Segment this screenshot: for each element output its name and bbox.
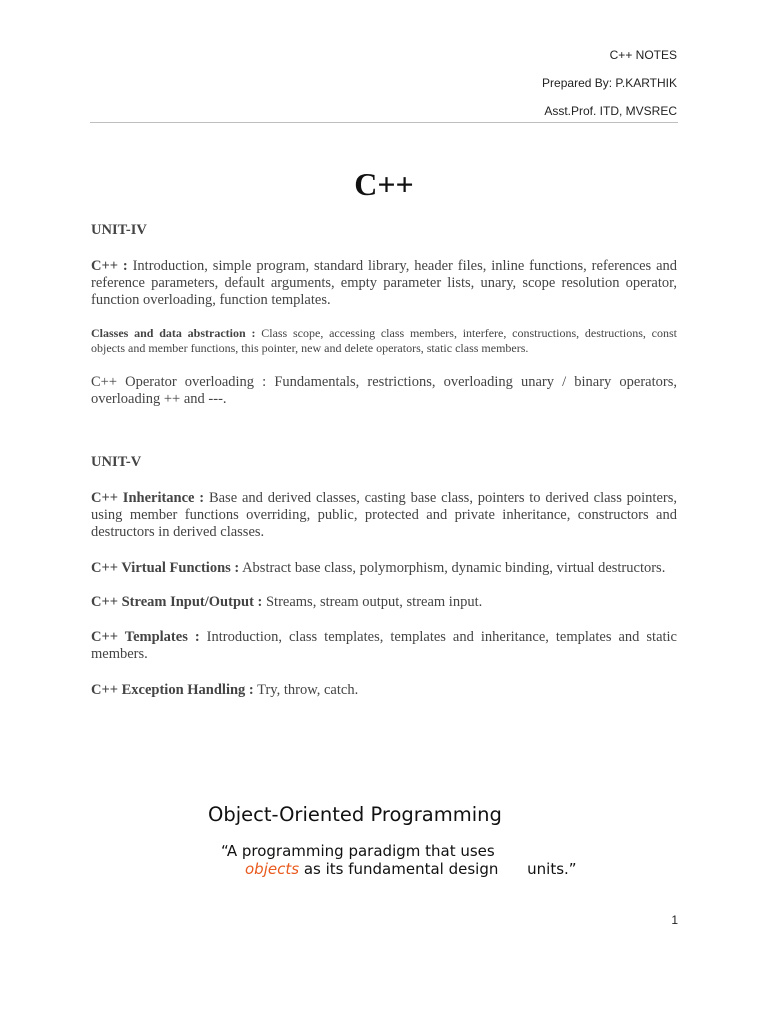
paragraph-label: C++ Stream Input/Output : xyxy=(91,594,263,610)
paragraph-text: Try, throw, catch. xyxy=(253,682,359,698)
header-divider xyxy=(90,122,678,123)
unit-v-exception-paragraph xyxy=(91,682,677,699)
unit-v-heading: UNIT-V xyxy=(91,454,142,470)
paragraph-label: C++ Templates : xyxy=(91,629,200,645)
paragraph-label: Classes and data abstraction : xyxy=(91,326,256,340)
oop-quote xyxy=(221,842,577,878)
unit-iv-classes-paragraph xyxy=(91,326,677,356)
unit-v-virtual-paragraph xyxy=(91,560,677,577)
header-affiliation: Asst.Prof. ITD, MVSREC xyxy=(544,104,677,118)
paragraph-text: Base and derived classes, casting base class, pointers to derived class pointers, using member functions overriding, public, protected and private inheritance, constructors and destructors in derived classes. xyxy=(91,490,677,540)
oop-definition-image xyxy=(207,800,577,900)
unit-iv-heading: UNIT-IV xyxy=(91,222,147,238)
paragraph-label: C++ Virtual Functions : xyxy=(91,560,240,576)
paragraph-label: C++ : xyxy=(91,258,128,274)
unit-iv-intro-paragraph xyxy=(91,258,677,309)
page-number: 1 xyxy=(671,913,678,927)
header-prepared-by: Prepared By: P.KARTHIK xyxy=(542,76,677,90)
quote-line: “A programming paradigm that uses xyxy=(221,842,495,860)
quote-line xyxy=(221,860,498,878)
header-course-title: C++ NOTES xyxy=(609,48,677,62)
quote-line: units.” xyxy=(527,860,577,878)
paragraph-text: C++ Operator overloading : Fundamentals, restrictions, overloading unary / binary operators, overloading ++ and ---. xyxy=(91,374,677,407)
unit-v-stream-paragraph xyxy=(91,594,677,611)
page-title: C++ xyxy=(354,166,414,202)
quote-highlight: objects xyxy=(245,860,300,878)
paragraph-label: C++ Exception Handling : xyxy=(91,682,254,698)
unit-iv-operator-paragraph xyxy=(91,374,677,408)
unit-v-templates-paragraph xyxy=(91,629,677,663)
paragraph-text: Introduction, simple program, standard library, header files, inline functions, references and reference parameters, default arguments, empty parameter lists, unary, scope resolution operator, function overloading, function templates. xyxy=(91,258,678,308)
unit-v-inheritance-paragraph xyxy=(91,490,677,541)
paragraph-text: Introduction, class templates, templates and inheritance, templates and static members. xyxy=(91,629,677,662)
oop-title: Object-Oriented Programming xyxy=(208,803,502,826)
paragraph-text: Class scope, accessing class members, interfere, constructions, destructions, const objects and member functions, this pointer, new and delete operators, static class members. xyxy=(91,326,677,355)
paragraph-text: Streams, stream output, stream input. xyxy=(262,594,483,610)
paragraph-label: C++ Inheritance : xyxy=(91,490,205,506)
paragraph-text: Abstract base class, polymorphism, dynamic binding, virtual destructors. xyxy=(239,560,666,576)
quote-line-rest: as its fundamental design xyxy=(299,860,499,878)
